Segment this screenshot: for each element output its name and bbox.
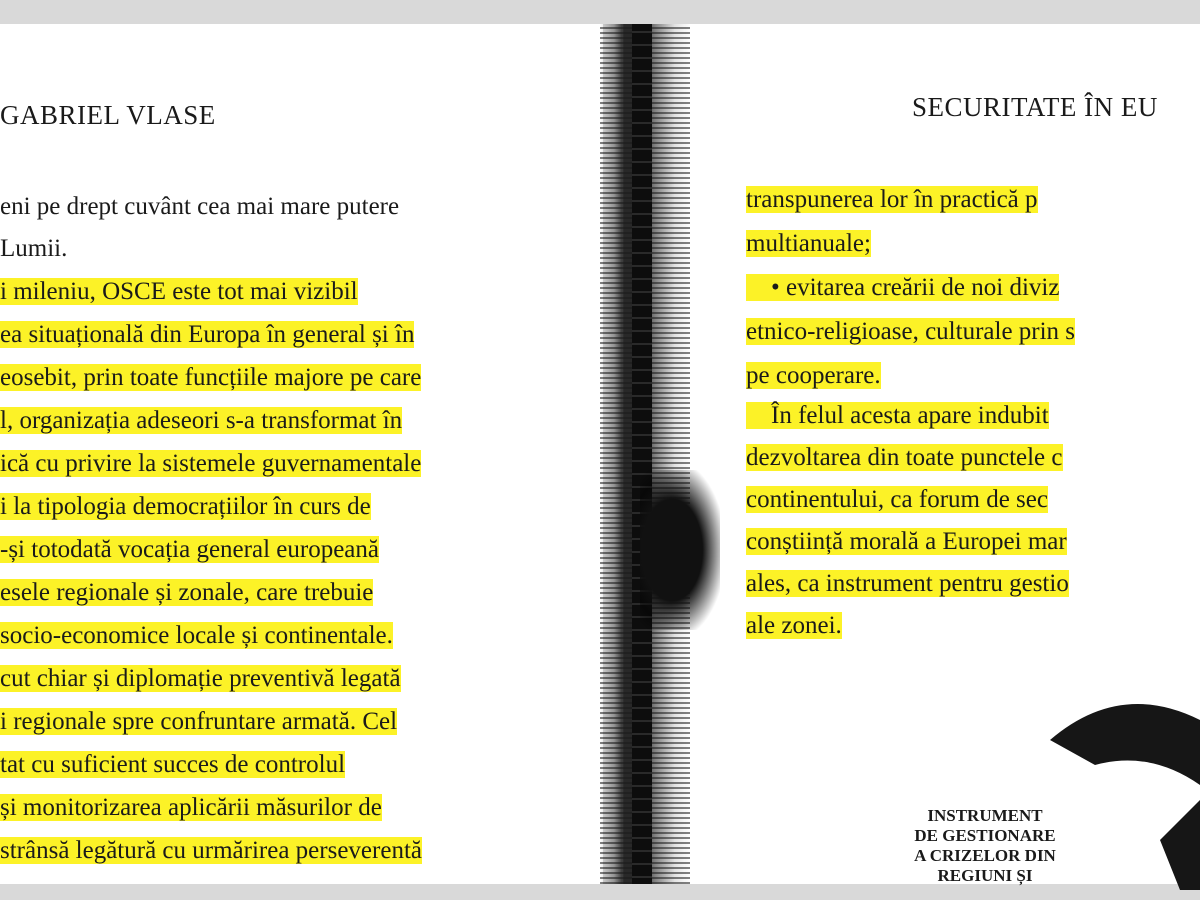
right-line: [746, 609, 842, 643]
left-line: [0, 748, 345, 782]
left-line-text: ică cu privire la sistemele guvernamentale: [0, 450, 422, 477]
inset-title: [895, 806, 1075, 886]
right-line-text: ale zonei.: [746, 612, 842, 639]
right-line: [746, 227, 871, 261]
inset-title-line: INSTRUMENT: [927, 806, 1043, 825]
left-line-text: strânsă legătură cu urmărirea perseverentă: [0, 837, 422, 864]
right-line-text: continentului, ca forum de sec: [746, 486, 1048, 513]
left-line: [0, 791, 382, 825]
left-line-text: eosebit, prin toate funcțiile majore pe care: [0, 364, 422, 391]
left-line: [0, 834, 422, 868]
right-line: [746, 399, 1049, 433]
left-line-text: ea situațională din Europa în general și în: [0, 321, 415, 348]
left-line: [0, 662, 401, 696]
left-running-head: GABRIEL VLASE: [0, 100, 216, 130]
scan-gutter-blot: [640, 470, 720, 630]
right-line: [746, 315, 1075, 349]
right-line-text: transpunerea lor în practică p: [746, 186, 1038, 213]
right-line: [746, 183, 1038, 217]
left-line: [0, 318, 414, 352]
right-line: [746, 271, 1059, 305]
right-line-text: etnico-religioase, culturale prin s: [746, 318, 1076, 345]
left-line-text: esele regionale și zonale, care trebuie: [0, 579, 374, 606]
right-line-text: conștiință morală a Europei mar: [746, 528, 1067, 555]
inset-title-line: A CRIZELOR DIN: [914, 846, 1056, 865]
right-line-text: multianuale;: [746, 230, 871, 257]
right-line-text: • evitarea creării de noi diviz: [746, 274, 1060, 301]
left-line: [0, 447, 421, 481]
left-line-text: i mileniu, OSCE este tot mai vizibil: [0, 278, 358, 305]
left-page: [0, 24, 603, 884]
left-line: [0, 533, 379, 567]
left-line: [0, 361, 421, 395]
left-line: [0, 490, 371, 524]
left-line-text: tat cu suficient succes de controlul: [0, 751, 346, 778]
right-line: [746, 359, 881, 393]
right-line-text: dezvoltarea din toate punctele c: [746, 444, 1063, 471]
left-line-text: cut chiar și diplomație preventivă legată: [0, 665, 401, 692]
right-line: [746, 525, 1067, 559]
left-line-text: -și totodată vocația general europeană: [0, 536, 379, 563]
left-line-text: i regionale spre confruntare armată. Cel: [0, 708, 398, 735]
right-line-text: În felul acesta apare indubit: [746, 402, 1049, 429]
right-line: [746, 441, 1063, 475]
inset-title-line: DE GESTIONARE: [914, 826, 1056, 845]
right-line-text: ales, ca instrument pentru gestio: [746, 570, 1069, 597]
inset-title-line: REGIUNI ȘI: [937, 866, 1033, 885]
left-line-text: l, organizația adeseori s-a transformat în: [0, 407, 403, 434]
left-line: [0, 576, 373, 610]
left-line-text: și monitorizarea aplicării măsurilor de: [0, 794, 382, 821]
left-line: [0, 232, 67, 266]
left-line-text: socio-economice locale și continentale.: [0, 622, 393, 649]
left-line-text: eni pe drept cuvânt cea mai mare putere: [0, 193, 400, 220]
left-line: [0, 404, 402, 438]
right-line: [746, 483, 1048, 517]
right-running-head: SECURITATE ÎN EU: [912, 92, 1158, 122]
right-line-text: pe cooperare.: [746, 362, 881, 389]
scan-gutter-core: [632, 24, 652, 884]
right-line: [746, 567, 1069, 601]
left-line: [0, 190, 399, 224]
left-line-text: i la tipologia democrațiilor în curs de: [0, 493, 371, 520]
left-line: [0, 705, 397, 739]
left-line-text: Lumii.: [0, 235, 68, 262]
left-line: [0, 275, 358, 309]
left-line: [0, 619, 393, 653]
